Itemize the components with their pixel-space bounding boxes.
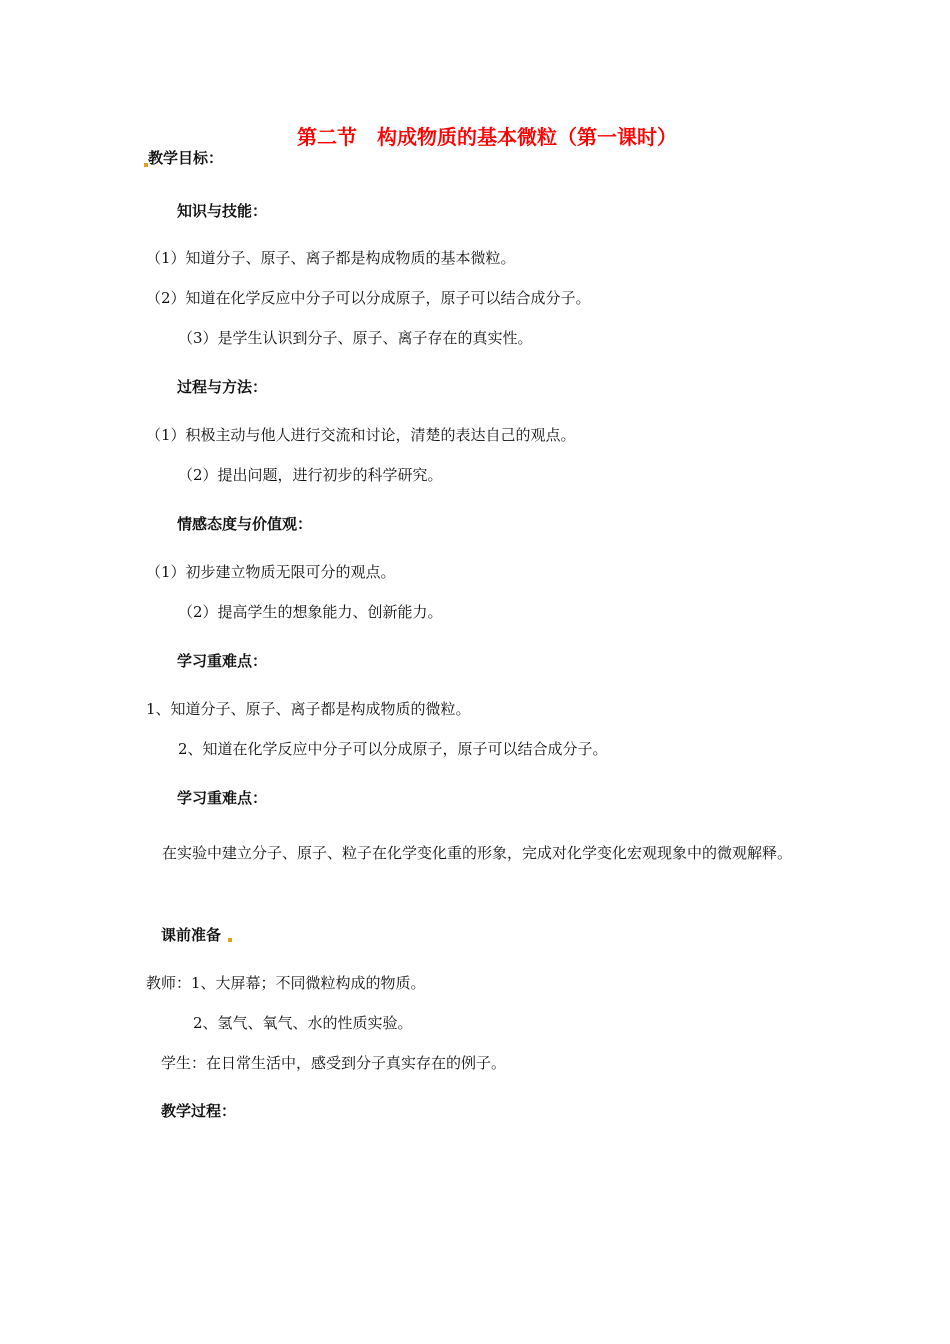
preparation-heading: 课前准备	[161, 926, 222, 944]
process-item-1: （1）积极主动与他人进行交流和讨论，清楚的表达自己的观点。	[146, 426, 576, 444]
emotion-item-1: （1）初步建立物质无限可分的观点。	[146, 563, 396, 581]
key-points-item-2: 2、知道在化学反应中分子可以分成原子，原子可以结合成分子。	[178, 740, 608, 758]
marker-dot	[228, 938, 232, 942]
process-item-2: （2）提出问题，进行初步的科学研究。	[178, 466, 443, 484]
knowledge-heading: 知识与技能：	[177, 202, 268, 220]
teacher-prep-2: 2、氢气、氧气、水的性质实验。	[193, 1014, 413, 1032]
teaching-goals-heading: 教学目标：	[148, 149, 224, 167]
teacher-prep-1: 教师：1、大屏幕；不同微粒构成的物质。	[146, 974, 426, 992]
emotion-heading: 情感态度与价值观：	[177, 515, 313, 533]
student-prep: 学生：在日常生活中，感受到分子真实存在的例子。	[161, 1054, 507, 1072]
knowledge-item-3: （3）是学生认识到分子、原子、离子存在的真实性。	[178, 329, 533, 347]
knowledge-item-2: （2）知道在化学反应中分子可以分成原子，原子可以结合成分子。	[146, 289, 591, 307]
difficulty-heading: 学习重难点：	[177, 789, 268, 807]
document-title: 第二节 构成物质的基本微粒（第一课时）	[297, 125, 677, 149]
key-points-heading: 学习重难点：	[177, 652, 268, 670]
difficulty-paragraph: 在实验中建立分子、原子、粒子在化学变化重的形象，完成对化学变化宏观现象中的微观解释。	[162, 844, 793, 862]
process-section-heading: 教学过程：	[161, 1102, 237, 1120]
knowledge-item-1: （1）知道分子、原子、离子都是构成物质的基本微粒。	[146, 249, 516, 267]
key-points-item-1: 1、知道分子、原子、离子都是构成物质的微粒。	[146, 700, 471, 718]
process-heading: 过程与方法：	[177, 378, 268, 396]
emotion-item-2: （2）提高学生的想象能力、创新能力。	[178, 603, 443, 621]
